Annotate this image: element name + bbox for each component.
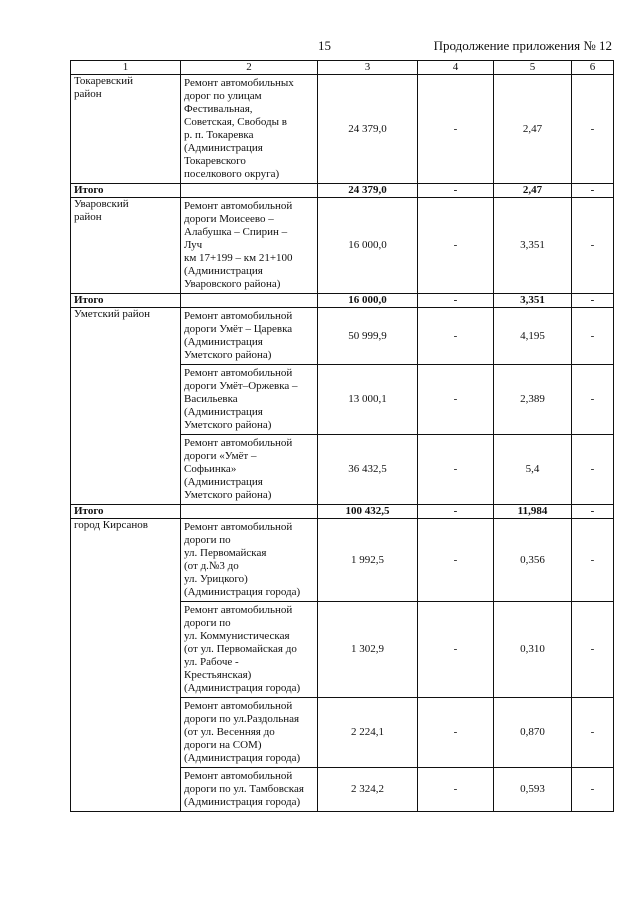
total-empty-cell bbox=[181, 294, 318, 308]
road-description: Ремонт автомобильной дороги по ул. Тамбовская (Администрация города) bbox=[181, 768, 318, 812]
length-cell: 5,4 bbox=[494, 435, 572, 505]
total-amount: 16 000,0 bbox=[318, 294, 418, 308]
col4-cell: - bbox=[418, 698, 494, 768]
continuation-heading: Продолжение приложения № 12 bbox=[433, 38, 612, 53]
table-row bbox=[71, 308, 614, 365]
col4-cell: - bbox=[418, 75, 494, 184]
road-description: Ремонт автомобильной дороги «Умёт – Софьинка» (Администрация Уметского района) bbox=[181, 435, 318, 505]
road-description: Ремонт автомобильной дороги по ул.Раздольная (от ул. Весенняя до дороги на СОМ) (Администрация города) bbox=[181, 698, 318, 768]
total-col4: - bbox=[418, 184, 494, 198]
total-label: Итого bbox=[71, 294, 181, 308]
amount-cell: 13 000,1 bbox=[318, 365, 418, 435]
table-row bbox=[71, 519, 614, 602]
col4-cell: - bbox=[418, 602, 494, 698]
amount-cell: 50 999,9 bbox=[318, 308, 418, 365]
total-empty-cell bbox=[181, 184, 318, 198]
length-cell: 0,870 bbox=[494, 698, 572, 768]
length-cell: 0,356 bbox=[494, 519, 572, 602]
col4-cell: - bbox=[418, 519, 494, 602]
road-description: Ремонт автомобильной дороги по ул. Коммунистическая (от ул. Первомайская до ул. Рабоче - Крестьянская) (Администрация города) bbox=[181, 602, 318, 698]
total-amount: 100 432,5 bbox=[318, 505, 418, 519]
total-length: 11,984 bbox=[494, 505, 572, 519]
district-name: Уметский район bbox=[71, 308, 181, 505]
col4-cell: - bbox=[418, 198, 494, 294]
column-header: 4 bbox=[418, 61, 494, 75]
total-col4: - bbox=[418, 294, 494, 308]
col6-cell: - bbox=[572, 519, 614, 602]
col6-cell: - bbox=[572, 698, 614, 768]
col4-cell: - bbox=[418, 365, 494, 435]
col4-cell: - bbox=[418, 768, 494, 812]
total-col6: - bbox=[572, 294, 614, 308]
total-empty-cell bbox=[181, 505, 318, 519]
amount-cell: 2 324,2 bbox=[318, 768, 418, 812]
total-amount: 24 379,0 bbox=[318, 184, 418, 198]
district-name: Уваровский район bbox=[71, 198, 181, 294]
amount-cell: 16 000,0 bbox=[318, 198, 418, 294]
amount-cell: 2 224,1 bbox=[318, 698, 418, 768]
road-description: Ремонт автомобильной дороги Умёт – Царевка (Администрация Уметского района) bbox=[181, 308, 318, 365]
column-header: 1 bbox=[71, 61, 181, 75]
total-row bbox=[71, 505, 614, 519]
col6-cell: - bbox=[572, 365, 614, 435]
length-cell: 3,351 bbox=[494, 198, 572, 294]
length-cell: 0,593 bbox=[494, 768, 572, 812]
district-name: Токаревский район bbox=[71, 75, 181, 184]
length-cell: 0,310 bbox=[494, 602, 572, 698]
total-label: Итого bbox=[71, 184, 181, 198]
col6-cell: - bbox=[572, 768, 614, 812]
amount-cell: 1 302,9 bbox=[318, 602, 418, 698]
length-cell: 2,389 bbox=[494, 365, 572, 435]
column-number-row bbox=[71, 61, 614, 75]
length-cell: 2,47 bbox=[494, 75, 572, 184]
total-row bbox=[71, 184, 614, 198]
col6-cell: - bbox=[572, 198, 614, 294]
amount-cell: 36 432,5 bbox=[318, 435, 418, 505]
col4-cell: - bbox=[418, 308, 494, 365]
district-name: город Кирсанов bbox=[71, 519, 181, 812]
road-description: Ремонт автомобильной дороги по ул. Первомайская (от д.№3 до ул. Урицкого) (Администрация города) bbox=[181, 519, 318, 602]
road-description: Ремонт автомобильной дороги Моисеево – Алабушка – Спирин – Луч км 17+199 – км 21+100 (Администрация Уваровского района) bbox=[181, 198, 318, 294]
col6-cell: - bbox=[572, 435, 614, 505]
col6-cell: - bbox=[572, 75, 614, 184]
column-header: 5 bbox=[494, 61, 572, 75]
amount-cell: 1 992,5 bbox=[318, 519, 418, 602]
road-description: Ремонт автомобильной дороги Умёт–Оржевка – Васильевка (Администрация Уметского района) bbox=[181, 365, 318, 435]
total-col6: - bbox=[572, 505, 614, 519]
total-row bbox=[71, 294, 614, 308]
col6-cell: - bbox=[572, 308, 614, 365]
total-label: Итого bbox=[71, 505, 181, 519]
total-col4: - bbox=[418, 505, 494, 519]
amount-cell: 24 379,0 bbox=[318, 75, 418, 184]
column-header: 6 bbox=[572, 61, 614, 75]
length-cell: 4,195 bbox=[494, 308, 572, 365]
column-header: 3 bbox=[318, 61, 418, 75]
funding-table bbox=[70, 60, 614, 812]
table-row bbox=[71, 75, 614, 184]
total-length: 3,351 bbox=[494, 294, 572, 308]
page-number: 15 bbox=[318, 38, 331, 53]
table-row bbox=[71, 198, 614, 294]
col4-cell: - bbox=[418, 435, 494, 505]
road-description: Ремонт автомобильных дорог по улицам Фестивальная, Советская, Свободы в р. п. Токаревка (Администрация Токаревского поселкового округа) bbox=[181, 75, 318, 184]
total-col6: - bbox=[572, 184, 614, 198]
column-header: 2 bbox=[181, 61, 318, 75]
total-length: 2,47 bbox=[494, 184, 572, 198]
col6-cell: - bbox=[572, 602, 614, 698]
